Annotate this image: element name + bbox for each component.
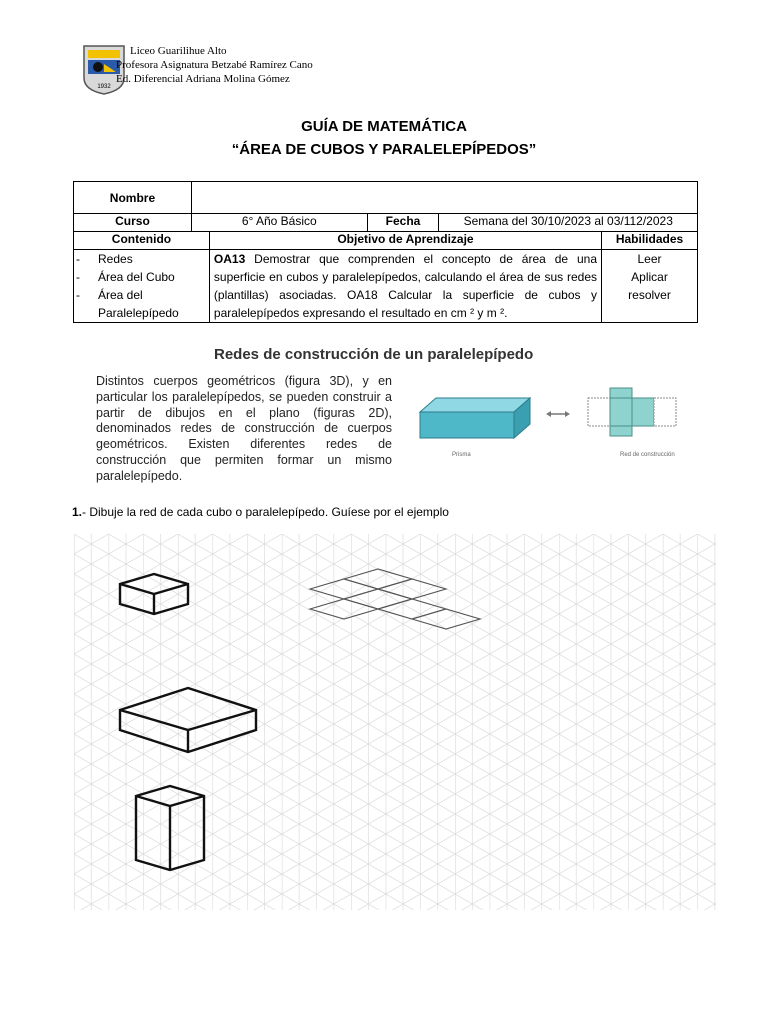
teacher-name: Profesora Asignatura Betzabé Ramírez Cano (116, 59, 313, 71)
figure-heading: Redes de construcción de un paralelepípedo (214, 346, 534, 363)
logo-year: 1932 (97, 84, 111, 90)
content-cell (74, 250, 210, 323)
content-item: - Área del Cubo (74, 268, 209, 286)
course-label: Curso (74, 214, 192, 232)
date-label: Fecha (367, 214, 439, 232)
prism-drawing (420, 398, 530, 438)
guide-title: GUÍA DE MATEMÁTICA (301, 118, 467, 135)
content-item: - Área del Paralelepípedo (74, 286, 209, 322)
task-number: 1. (72, 505, 83, 519)
date-value: Semana del 30/10/2023 al 03/112/2023 (439, 214, 698, 232)
content-item: - Redes (74, 250, 209, 268)
skill-item: Aplicar (631, 270, 668, 284)
net-drawing (588, 388, 676, 436)
skill-item: Leer (637, 252, 662, 266)
school-header (80, 44, 380, 100)
objective-text: Demostrar que comprenden el concepto de área de una superficie en cubos y paralelepípedos, calculando el área de sus redes (plantillas) asociadas. OA18 Calcular la superficie de cubos y paralelepípedos expresando el resultado en cm ² y m ². (213, 252, 598, 320)
task-instruction (72, 505, 449, 519)
reference-figure (96, 344, 696, 496)
info-table (73, 181, 698, 323)
isometric-grid-worksheet[interactable] (74, 534, 716, 910)
name-field[interactable] (191, 182, 697, 214)
skills-cell (602, 250, 698, 323)
task-text: - Dibuje la red de cada cubo o paralelepípedo. Guíese por el ejemplo (82, 505, 449, 519)
skill-item: resolver (628, 288, 671, 302)
figure-text: Distintos cuerpos geométricos (figura 3D), y en particular los paralelepípedos, se pueden construir a partir de dibujos en el plano (figuras 2D), denominados redes de construcción de cuerpos geométricos. Existen diferentes redes de construcción que permiten formar un mismo paralelepípedo. (96, 374, 392, 483)
prism-and-net-illustration (414, 384, 694, 484)
objective-cell (209, 250, 601, 323)
prism-label: Prisma (452, 452, 471, 458)
double-arrow-icon (546, 411, 570, 417)
objective-header: Objetivo de Aprendizaje (209, 232, 601, 250)
content-header: Contenido (74, 232, 210, 250)
objective-code: OA13 (213, 252, 246, 266)
guide-subtitle: “ÁREA DE CUBOS Y PARALELEPÍPEDOS” (231, 141, 537, 158)
school-name: Liceo Guarilihue Alto (130, 45, 227, 57)
name-label: Nombre (74, 182, 192, 214)
course-value: 6° Año Básico (191, 214, 367, 232)
skills-header: Habilidades (602, 232, 698, 250)
differential-teacher: Ed. Diferencial Adriana Molina Gómez (116, 73, 290, 85)
net-label: Red de construcción (620, 452, 675, 458)
